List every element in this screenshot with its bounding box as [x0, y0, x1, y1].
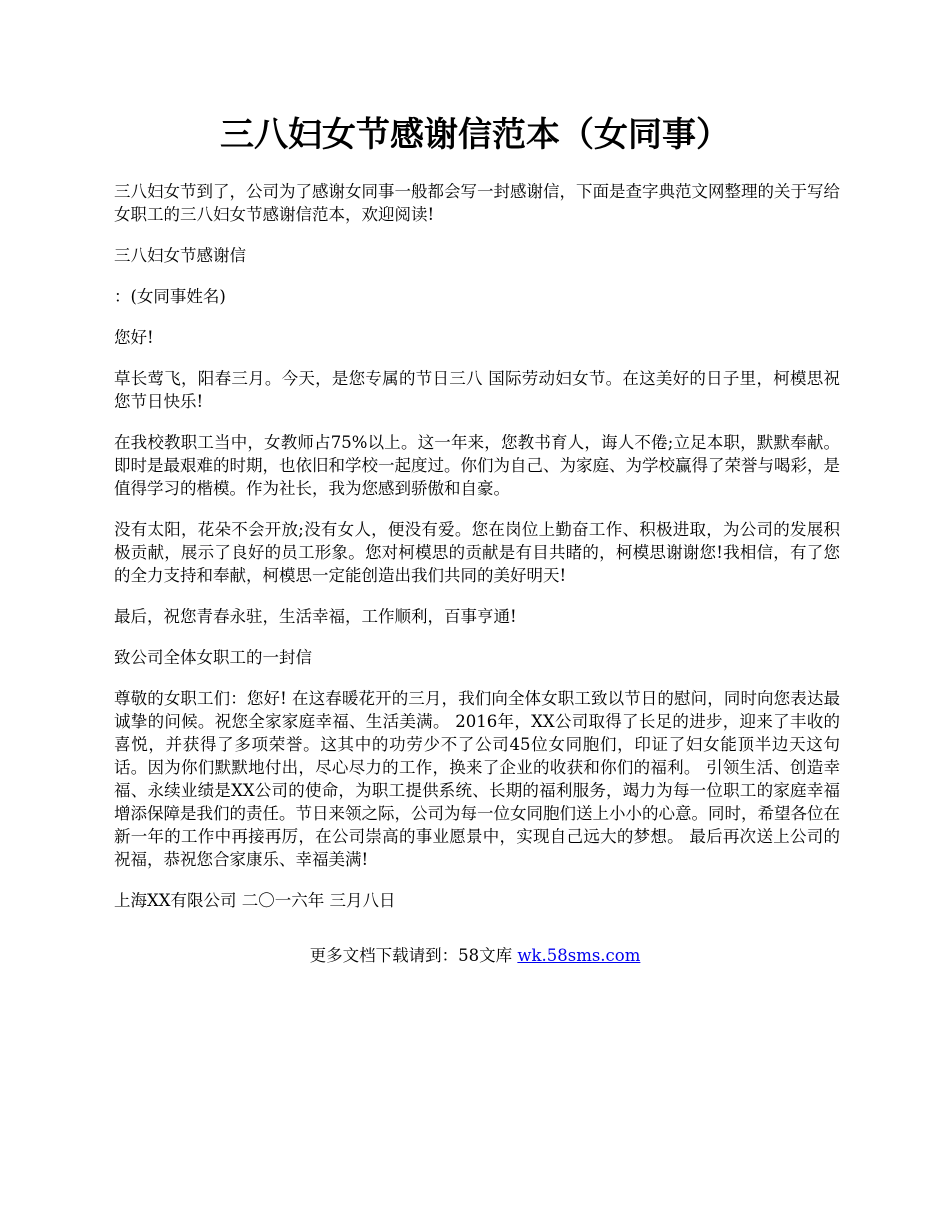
- section-heading-thank-you-letter: 三八妇女节感谢信: [114, 246, 246, 265]
- section-heading-open-letter: 致公司全体女职工的一封信: [114, 648, 312, 667]
- footer-link[interactable]: wk.58sms.com: [517, 946, 641, 965]
- greeting: 您好!: [114, 328, 154, 347]
- intro-paragraph: 三八妇女节到了，公司为了感谢女同事一般都会写一封感谢信，下面是查字典范文网整理的关于写给女职工的三八妇女节感谢信范本，欢迎阅读!: [114, 182, 840, 224]
- body-paragraph: 没有太阳，花朵不会开放;没有女人，便没有爱。您在岗位上勤奋工作、积极进取，为公司的发展积极贡献，展示了良好的员工形象。您对柯模思的贡献是有目共睹的，柯模思谢谢您!我相信，有了您的全力支持和奉献，柯模思一定能创造出我们共同的美好明天!: [114, 520, 840, 585]
- footer-text: 更多文档下载请到：58文库: [309, 946, 518, 965]
- body-paragraph: 尊敬的女职工们：您好! 在这春暖花开的三月，我们向全体女职工致以节日的慰问，同时向您表达最诚挚的问候。祝您全家家庭幸福、生活美满。 2016年，XX公司取得了长足的进步，迎来了丰收的喜悦，并获得了多项荣誉。这其中的功劳少不了公司45位女同胞们，印证了妇女能顶半边天这句话。因为你们默默地付出，尽心尽力的工作，换来了企业的收获和你们的福利。 引领生活、创造幸福、永续业绩是XX公司的使命，为职工提供系统、长期的福利服务，竭力为每一位职工的家庭幸福增添保障是我们的责任。节日来领之际，公司为每一位女同胞们送上小小的心意。同时，希望各位在新一年的工作中再接再厉，在公司崇高的事业愿景中，实现自己远大的梦想。 最后再次送上公司的祝福，恭祝您合家康乐、幸福美满!: [114, 689, 840, 869]
- closing-wishes: 最后，祝您青春永驻，生活幸福，工作顺利，百事亨通!: [114, 607, 517, 626]
- salutation-recipient: ：(女同事姓名): [114, 287, 226, 306]
- document-body: [114, 180, 840, 930]
- download-footer: [0, 944, 950, 967]
- document-title: 三八妇女节感谢信范本（女同事）: [220, 115, 730, 155]
- body-paragraph: 草长莺飞，阳春三月。今天，是您专属的节日三八 国际劳动妇女节。在这美好的日子里，柯模思祝您节日快乐!: [114, 369, 840, 411]
- body-paragraph: 在我校教职工当中，女教师占75%以上。这一年来，您教书育人，诲人不倦;立足本职，默默奉献。即时是最艰难的时期，也依旧和学校一起度过。你们为自己、为家庭、为学校赢得了荣誉与喝彩，是值得学习的楷模。作为社长，我为您感到骄傲和自豪。: [114, 433, 840, 498]
- signature-line: 上海XX有限公司 二〇一六年 三月八日: [114, 891, 396, 910]
